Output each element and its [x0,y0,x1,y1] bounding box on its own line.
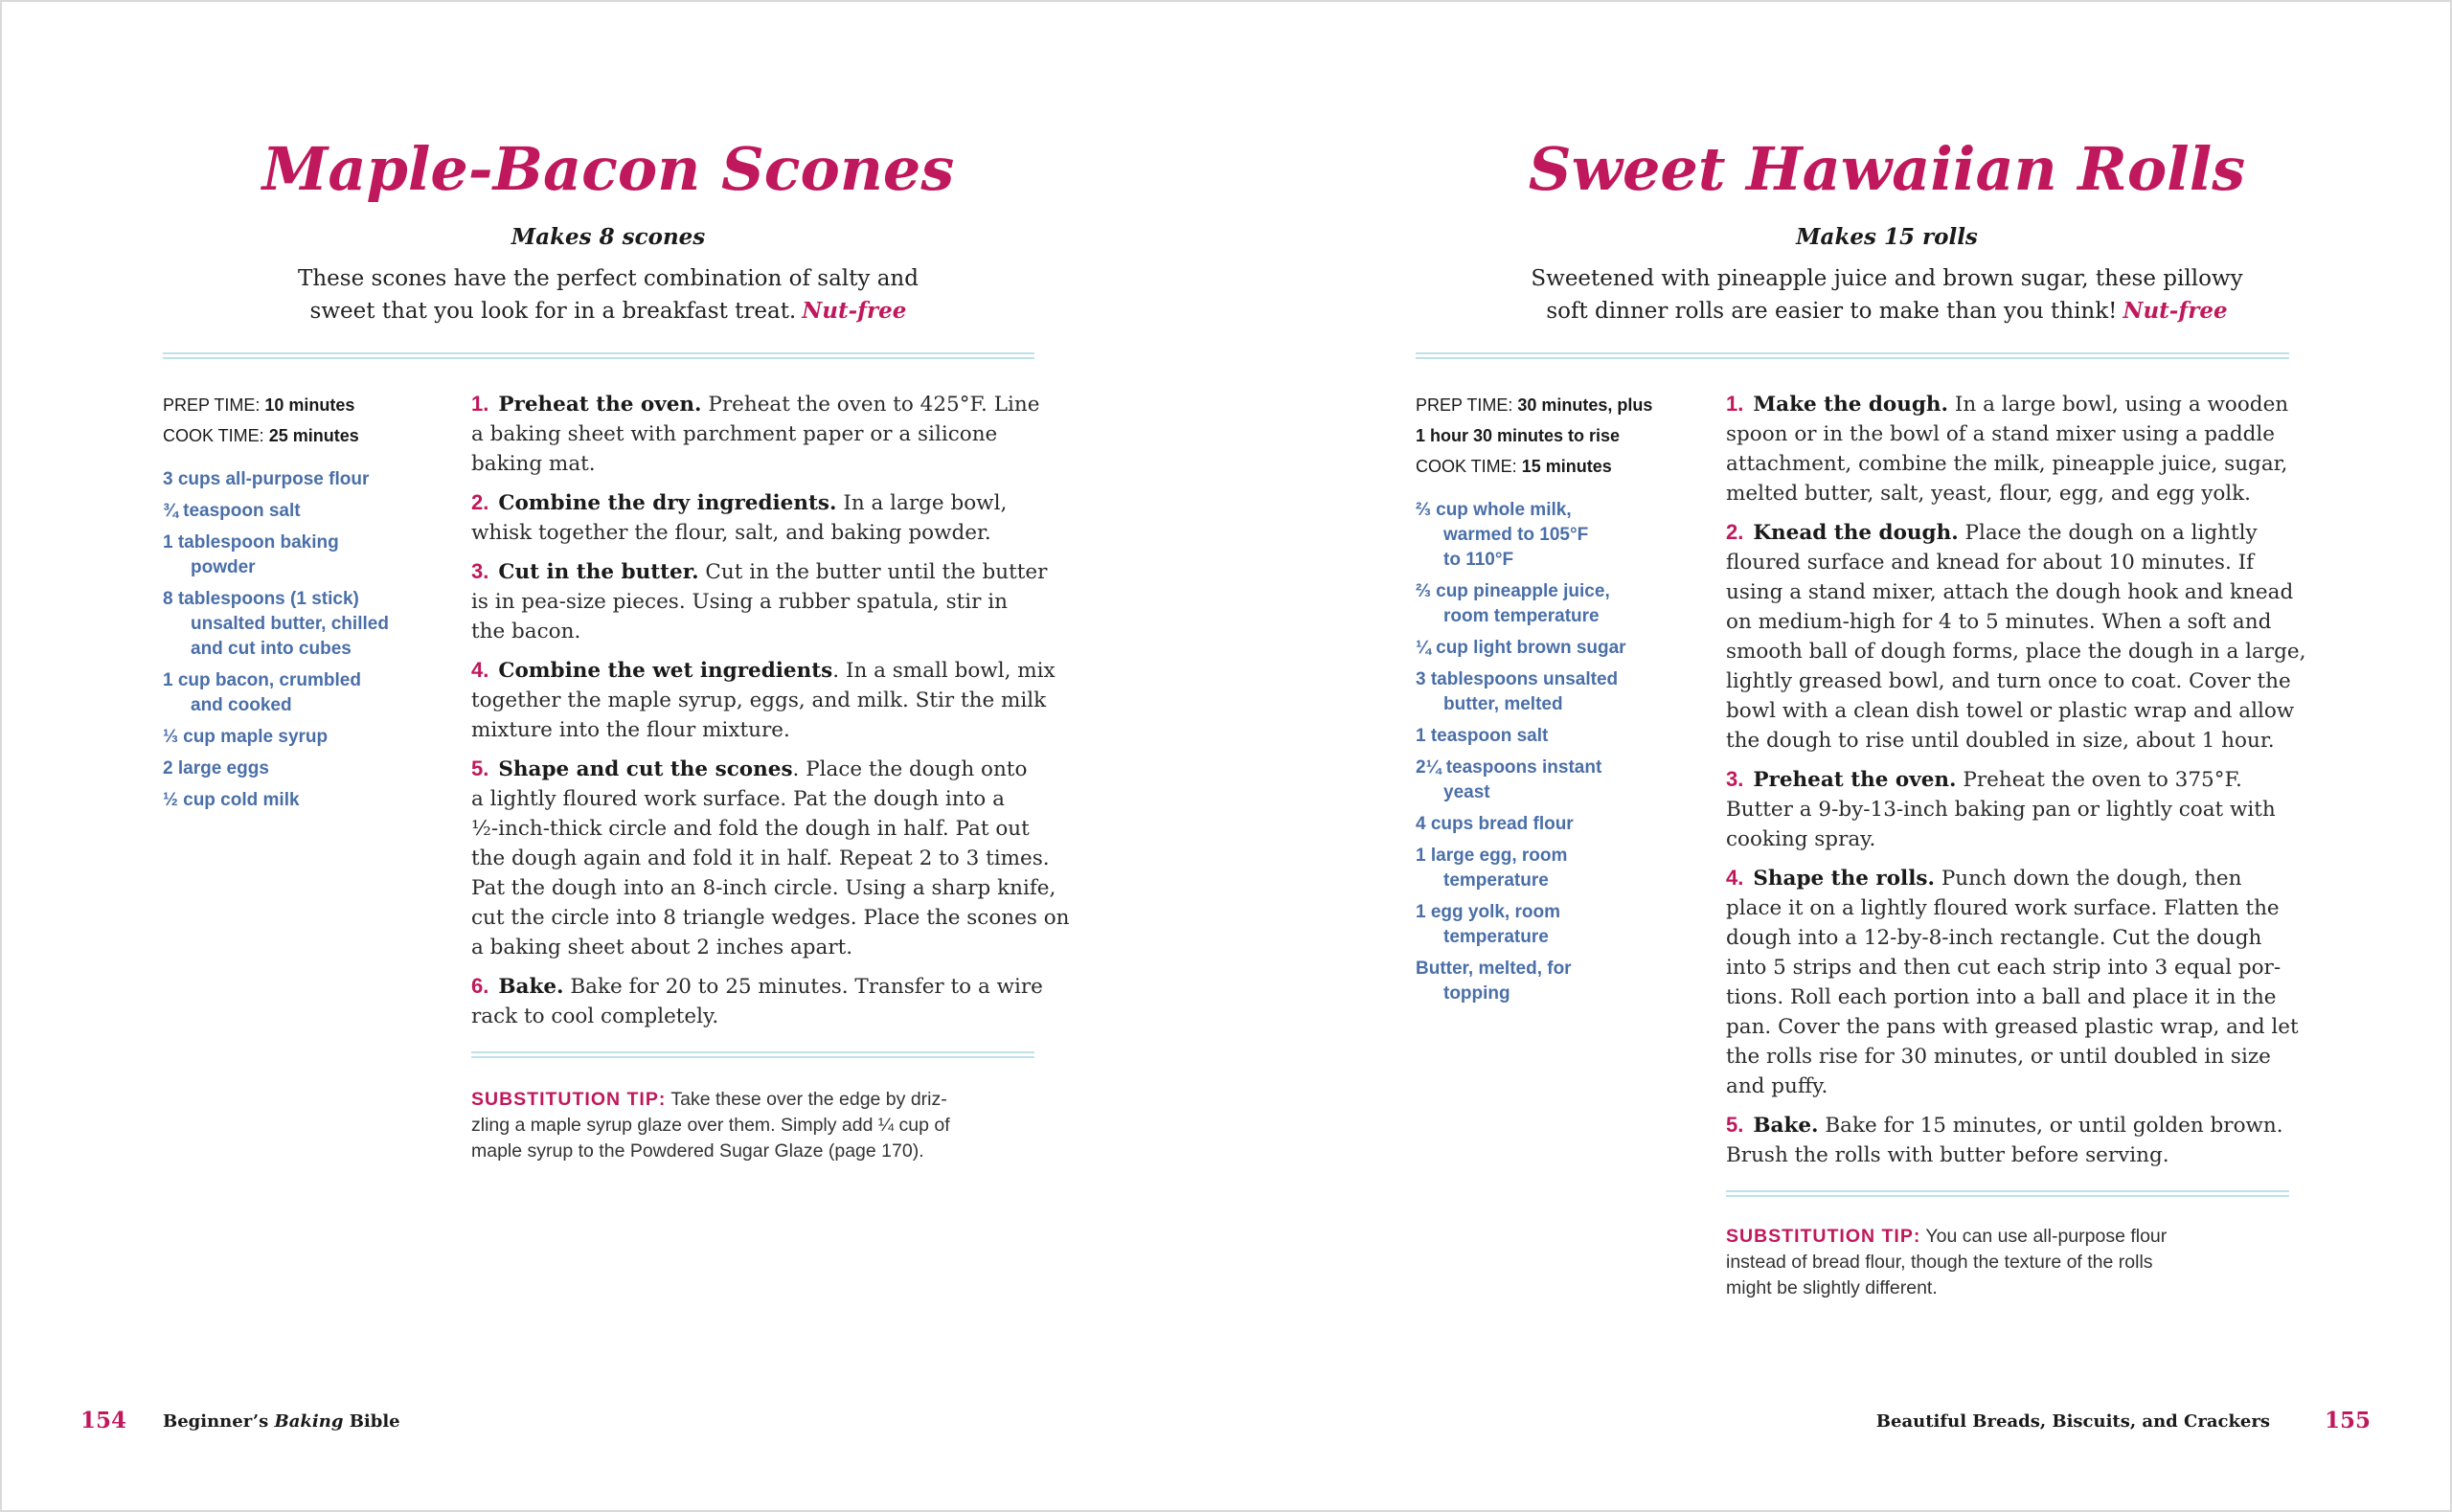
step-text: . In a small bowl, mix [832,659,1056,683]
step-text: Preheat the oven to 375°F. [1963,768,2242,792]
step-line: melted butter, salt, yeast, flour, egg, and egg yolk. [1726,482,2252,506]
step-line: rack to cool completely. [471,1004,719,1028]
substitution-tip [471,1087,950,1164]
step [471,556,1070,646]
running-head-text: Beginner’s [163,1411,269,1432]
running-head-italic: Baking [274,1411,344,1432]
step-text: Preheat the oven to 425°F. Line [708,393,1040,417]
step-heading: Preheat the oven. [1753,768,1957,792]
step-line: a lightly floured work surface. Pat the dough into a [471,787,1005,811]
step-number: 1. [1726,392,1744,416]
step [471,655,1070,745]
step-line: the dough to rise until doubled in size, about 1 hour. [1726,729,2275,753]
nut-free-tag: Nut-free [802,298,907,324]
step-line [1726,517,2305,548]
tip-line: instead of bread flour, though the texture of the rolls [1726,1252,2153,1273]
ingredient-line: 4 cups bread flour [1416,814,1574,834]
ingredient-list [163,467,389,820]
divider-rule [471,1051,1034,1058]
ingredient-line: butter, melted [1443,694,1563,714]
step-number: 4. [471,658,489,682]
step-heading: Shape and cut the scones [498,757,793,781]
recipe-title-text: Sweet Hawaiian Rolls [1528,134,2246,204]
time-info [163,390,359,451]
cook-time [1416,451,1652,482]
step [1726,389,2305,508]
step-line: baking mat. [471,452,596,476]
step-text: Cut in the butter until the butter [705,560,1048,584]
tip-line: maple syrup to the Powdered Sugar Glaze (page 170). [471,1140,924,1162]
step-line: place it on a lightly floured work surface. Flatten the [1726,896,2280,920]
tip-line: might be slightly different. [1726,1277,1938,1298]
ingredient-item [1416,844,1626,893]
step-number: 2. [1726,520,1744,544]
step-line [471,655,1070,686]
tip-label: SUBSTITUTION TIP: [1726,1226,1921,1247]
substitution-tip [1726,1224,2167,1301]
recipe-intro [0,263,1216,327]
step-line: Pat the dough into an 8-inch circle. Using a sharp knife, [471,876,1056,900]
running-head: Beautiful Breads, Biscuits, and Crackers [1875,1411,2270,1432]
step [471,971,1070,1031]
step-line: together the maple syrup, eggs, and milk. Stir the milk [471,688,1047,712]
step-line: the dough again and fold it in half. Repeat 2 to 3 times. [471,846,1050,870]
step-line: Brush the rolls with butter before serving. [1726,1143,2169,1167]
ingredient-line: 3 tablespoons unsalted [1416,669,1619,689]
step-text: In a large bowl, using a wooden [1954,393,2289,417]
prep-time-extra [1416,420,1652,451]
ingredient-line: temperature [1443,927,1549,947]
divider-rule [1726,1190,2289,1197]
step-line: smooth ball of dough forms, place the dough in a large, [1726,640,2306,664]
ingredient-item [1416,667,1626,717]
step-line: attachment, combine the milk, pineapple juice, sugar, [1726,452,2288,476]
cook-time-value: 25 minutes [268,426,359,445]
intro-line [0,295,1216,327]
step-number: 6. [471,974,489,998]
ingredient-line: to 110°F [1443,550,1514,570]
ingredient-item [163,756,389,781]
prep-time-label: PREP TIME: [163,395,261,415]
step-number: 3. [471,559,489,583]
ingredient-item [163,788,389,813]
ingredient-item [1416,498,1626,573]
divider-rule [163,352,1034,359]
step-line: using a stand mixer, attach the dough hook and knead [1726,580,2294,604]
step-line: a baking sheet with parchment paper or a silicone [471,422,998,446]
ingredient-line: ½ cup cold milk [163,790,300,810]
step-line [1726,764,2305,795]
ingredient-line: temperature [1443,870,1549,891]
ingredient-item [163,530,389,580]
ingredient-line: 1 teaspoon salt [1416,726,1549,746]
intro-line: Sweetened with pineapple juice and brown sugar, these pillowy [1531,266,2243,291]
step-heading: Combine the wet ingredients [498,659,833,683]
ingredient-line: 1 large egg, room [1416,846,1568,866]
ingredient-line: 1 egg yolk, room [1416,902,1560,922]
step-line: dough into a 12-by-8-inch rectangle. Cut the dough [1726,926,2262,950]
step-line: is in pea-size pieces. Using a rubber spatula, stir in [471,590,1008,614]
step [1726,1110,2305,1170]
step-line: bowl with a clean dish towel or plastic wrap and allow [1726,699,2295,723]
intro-line: These scones have the perfect combination of salty and [298,266,919,291]
step-line [471,971,1070,1002]
step [1726,764,2305,854]
ingredient-item [163,587,389,662]
intro-line [1226,295,2452,327]
recipe-title [1226,134,2452,204]
time-info [1416,390,1652,482]
step-line: a baking sheet about 2 inches apart. [471,936,853,959]
step-line [471,754,1070,784]
step [471,389,1070,479]
ingredient-item [1416,812,1626,837]
step [471,754,1070,962]
step-line: tions. Roll each portion into a ball and place it in the [1726,985,2277,1009]
ingredient-line: 8 tablespoons (1 stick) [163,589,359,609]
step-line: into 5 strips and then cut each strip into 3 equal por- [1726,956,2282,980]
nut-free-tag: Nut-free [2123,298,2228,324]
prep-time-value: 10 minutes [264,395,355,415]
step-number: 4. [1726,866,1744,890]
step [1726,517,2305,756]
step-line [471,556,1070,587]
ingredient-line: yeast [1443,782,1490,802]
step-text: In a large bowl, [843,491,1008,515]
prep-time-value: 30 minutes, plus [1517,395,1653,415]
ingredient-item [1416,636,1626,661]
step-line: ½-inch-thick circle and fold the dough in half. Pat out [471,817,1030,841]
right-page [1226,0,2452,1512]
ingredient-item [163,467,389,492]
ingredient-line: and cooked [191,695,292,715]
step-list [471,389,1070,1040]
step-line: and puffy. [1726,1074,1828,1098]
ingredient-line: 1 tablespoon baking [163,532,339,553]
ingredient-item [1416,957,1626,1006]
step-list [1726,389,2305,1179]
step-line: pan. Cover the pans with greased plastic wrap, and let [1726,1015,2299,1039]
recipe-yield: Makes 8 scones [511,224,706,250]
step-number: 5. [1726,1113,1744,1137]
step-line: the rolls rise for 30 minutes, or until doubled in size [1726,1045,2271,1069]
step-line [1726,1110,2305,1140]
ingredient-item [1416,579,1626,629]
intro-line-text: soft dinner rolls are easier to make than you think! [1546,299,2118,324]
step-line: floured surface and knead for about 10 minutes. If [1726,551,2255,575]
step-number: 2. [471,490,489,514]
ingredient-line: 1 cup bacon, crumbled [163,670,361,690]
intro-line-text: sweet that you look for in a breakfast treat. [309,299,797,324]
step-heading: Cut in the butter. [498,560,699,584]
step-line: on medium-high for 4 to 5 minutes. When a soft and [1726,610,2272,634]
divider-rule [1416,352,2289,359]
step-heading: Bake. [1753,1114,1819,1138]
ingredient-item [163,668,389,718]
ingredient-item [1416,724,1626,749]
step-heading: Make the dough. [1753,393,1949,417]
ingredient-item [163,499,389,524]
step-line: whisk together the flour, salt, and baking powder. [471,521,991,545]
running-head [163,1411,400,1432]
recipe-yield: Makes 15 rolls [1796,224,1978,250]
ingredient-line: Butter, melted, for [1416,959,1572,979]
ingredient-line: 3 cups all-purpose flour [163,469,370,489]
step-line: mixture into the flour mixture. [471,718,790,742]
recipe-title-text: Maple-Bacon Scones [261,134,955,204]
ingredient-line: 2¼ teaspoons instant [1416,757,1602,778]
ingredient-line: ¾ teaspoon salt [163,501,301,521]
ingredient-line: and cut into cubes [191,639,352,659]
step-text: Punch down the dough, then [1941,867,2242,891]
step [1726,863,2305,1101]
page-number: 155 [2324,1408,2371,1433]
ingredient-line: topping [1443,983,1510,1004]
prep-time [1416,390,1652,420]
tip-label: SUBSTITUTION TIP: [471,1089,667,1110]
ingredient-line: powder [191,557,256,577]
page-number: 154 [80,1408,127,1433]
cook-time-value: 15 minutes [1521,457,1612,476]
ingredient-item [1416,756,1626,805]
cook-time-label: COOK TIME: [1416,457,1517,476]
running-head-text: Bible [349,1411,400,1432]
step-text: Place the dough on a lightly [1964,521,2258,545]
cook-time [163,420,359,451]
cook-time-label: COOK TIME: [163,426,264,445]
ingredient-line: ⅔ cup pineapple juice, [1416,581,1610,601]
tip-line [471,1087,950,1113]
step-text: Bake for 15 minutes, or until golden brown. [1825,1114,2283,1138]
ingredient-line: ⅔ cup whole milk, [1416,500,1572,520]
step-line [471,389,1070,419]
ingredient-line: ⅓ cup maple syrup [163,727,329,747]
step-heading: Combine the dry ingredients. [498,491,837,515]
step-text: Bake for 20 to 25 minutes. Transfer to a wire [570,975,1043,999]
ingredient-item [163,725,389,750]
prep-time-label: PREP TIME: [1416,395,1513,415]
prep-time [163,390,359,420]
step-number: 3. [1726,767,1744,791]
step [471,487,1070,548]
step-line: cooking spray. [1726,827,1876,851]
step-line: spoon or in the bowl of a stand mixer using a paddle [1726,422,2275,446]
recipe-intro [1226,263,2452,327]
ingredient-line: room temperature [1443,606,1600,626]
step-heading: Shape the rolls. [1753,867,1935,891]
step-line: lightly greased bowl, and turn once to coat. Cover the [1726,669,2291,693]
step-line [1726,389,2305,419]
recipe-title [0,134,1216,204]
step-line: Butter a 9-by-13-inch baking pan or lightly coat with [1726,798,2276,822]
step-line [1726,863,2305,893]
ingredient-list [1416,498,1626,1013]
ingredient-line: warmed to 105°F [1443,525,1589,545]
step-number: 5. [471,756,489,780]
tip-line: zling a maple syrup glaze over them. Simply add ¼ cup of [471,1115,950,1136]
tip-text: Take these over the edge by driz- [670,1089,947,1110]
step-line: the bacon. [471,620,581,643]
tip-line [1726,1224,2167,1250]
step-text: . Place the dough onto [792,757,1028,781]
step-heading: Knead the dough. [1753,521,1959,545]
step-heading: Bake. [498,975,564,999]
ingredient-line: ¼ cup light brown sugar [1416,638,1626,658]
step-line [471,487,1070,518]
tip-text: You can use all-purpose flour [1925,1226,2168,1247]
step-heading: Preheat the oven. [498,393,702,417]
step-line: cut the circle into 8 triangle wedges. Place the scones on [471,906,1070,930]
ingredient-line: 2 large eggs [163,758,269,779]
prep-time-value: 1 hour 30 minutes to rise [1416,426,1621,445]
ingredient-line: unsalted butter, chilled [191,614,389,634]
step-number: 1. [471,392,489,416]
ingredient-item [1416,900,1626,950]
